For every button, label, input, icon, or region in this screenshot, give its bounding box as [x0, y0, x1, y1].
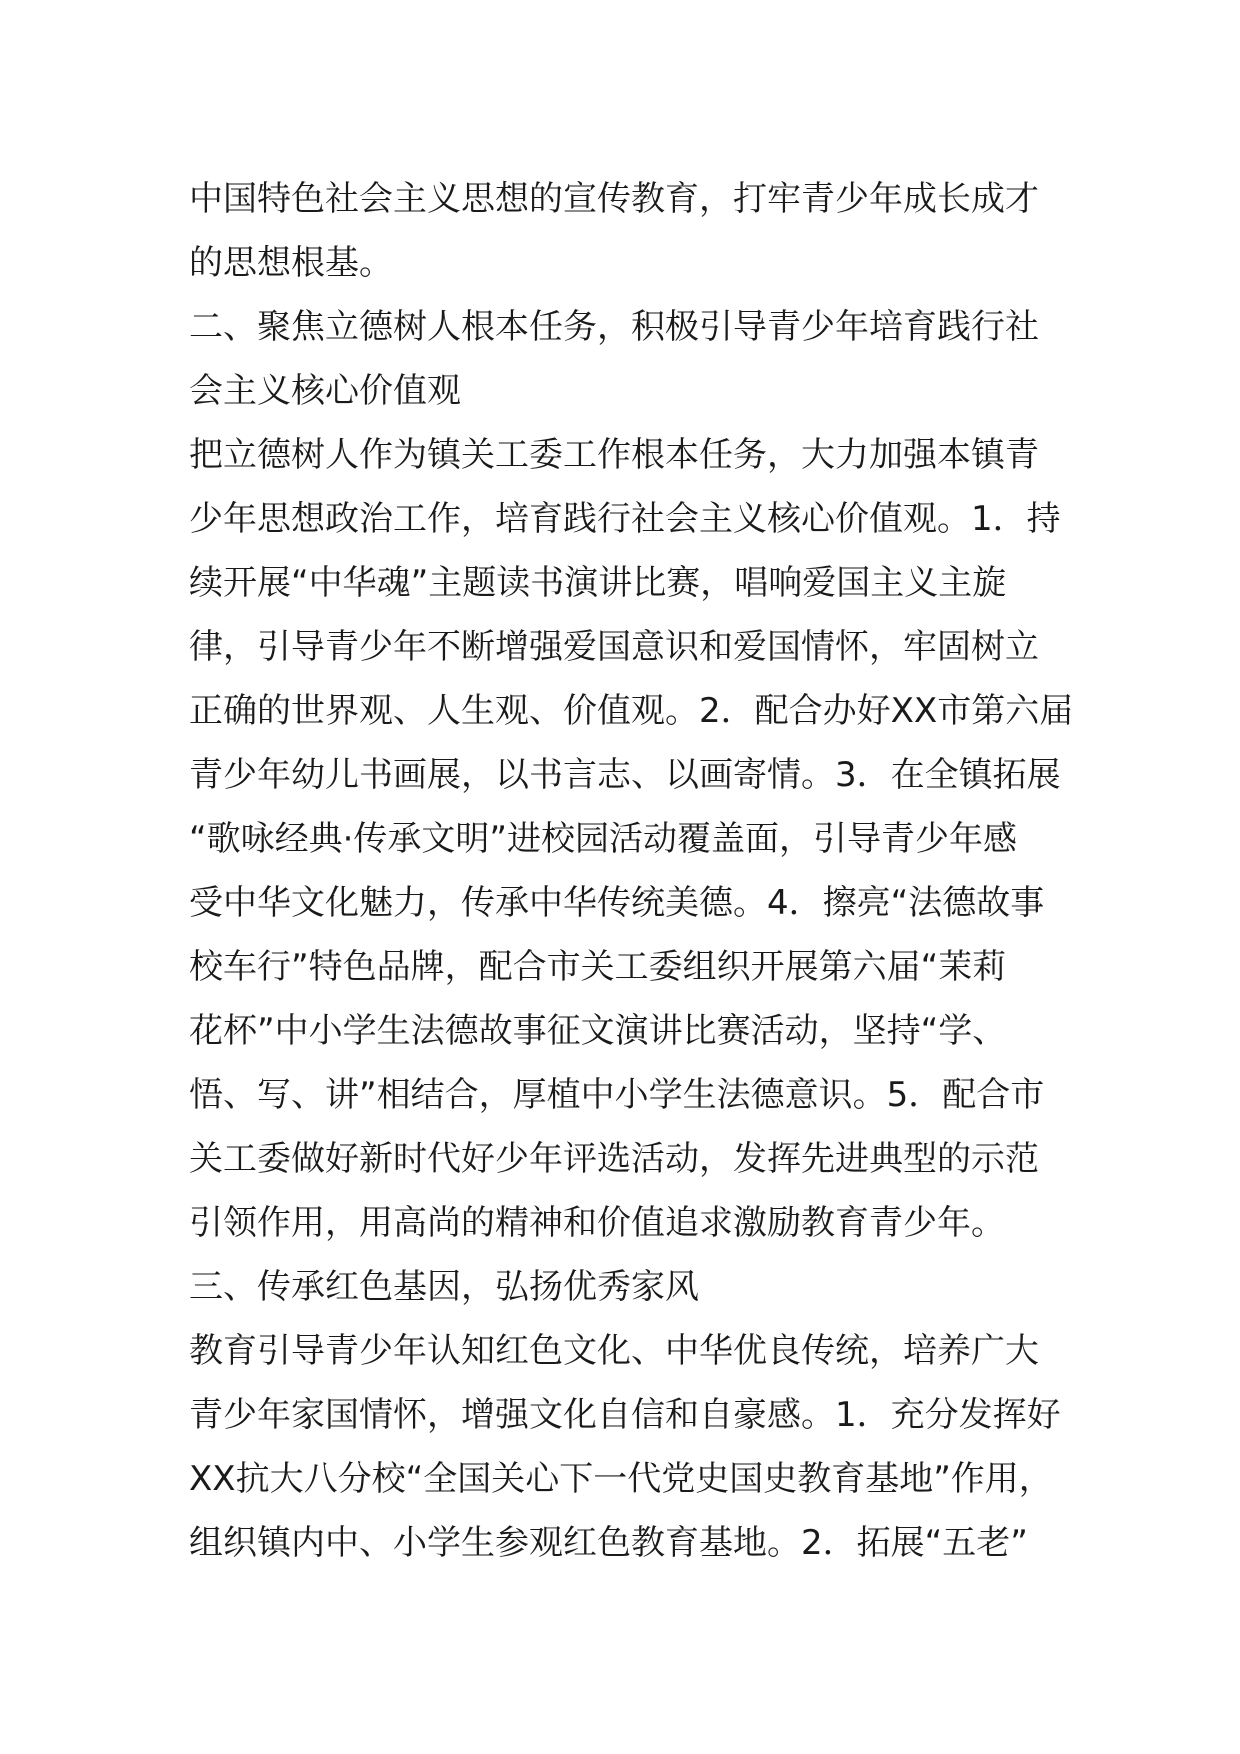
text-line: 把立德树人作为镇关工委工作根本任务，大力加强本镇青	[189, 435, 1039, 475]
section-heading: 二、聚焦立德树人根本任务，积极引导青少年培育践行社	[189, 307, 1039, 347]
text-line: 少年思想政治工作，培育践行社会主义核心价值观。1．持	[189, 499, 1061, 539]
text-line: XX抗大八分校“全国关心下一代党史国史教育基地”作用，	[189, 1459, 1053, 1499]
text-line: 受中华文化魅力，传承中华传统美德。4．擦亮“法德故事	[189, 883, 1045, 923]
text-line: 的思想根基。	[189, 243, 393, 283]
text-line: 悟、写、讲”相结合，厚植中小学生法德意识。5．配合市	[189, 1075, 1045, 1115]
text-line: 青少年幼儿书画展，以书言志、以画寄情。3．在全镇拓展	[189, 755, 1061, 795]
text-line: 引领作用，用高尚的精神和价值追求激励教育青少年。	[189, 1203, 1005, 1243]
text-line: 中国特色社会主义思想的宣传教育，打牢青少年成长成才	[189, 179, 1039, 219]
text-line: 续开展“中华魂”主题读书演讲比赛，唱响爱国主义主旋	[189, 563, 1007, 603]
text-line: 校车行”特色品牌，配合市关工委组织开展第六届“茉莉	[189, 947, 1007, 987]
section-heading: 三、传承红色基因，弘扬优秀家风	[189, 1267, 699, 1307]
text-line: 花杯”中小学生法德故事征文演讲比赛活动，坚持“学、	[189, 1011, 1007, 1051]
text-line: 教育引导青少年认知红色文化、中华优良传统，培养广大	[189, 1331, 1039, 1371]
section-heading: 会主义核心价值观	[189, 371, 461, 411]
text-line: 青少年家国情怀，增强文化自信和自豪感。1．充分发挥好	[189, 1395, 1061, 1435]
text-line: 律，引导青少年不断增强爱国意识和爱国情怀，牢固树立	[189, 627, 1039, 667]
text-line: 关工委做好新时代好少年评选活动，发挥先进典型的示范	[189, 1139, 1039, 1179]
text-line: 正确的世界观、人生观、价值观。2．配合办好XX市第六届	[189, 691, 1074, 731]
text-line: “歌咏经典·传承文明”进校园活动覆盖面，引导青少年感	[189, 819, 1018, 859]
text-line: 组织镇内中、小学生参观红色教育基地。2．拓展“五老”	[189, 1523, 1028, 1563]
